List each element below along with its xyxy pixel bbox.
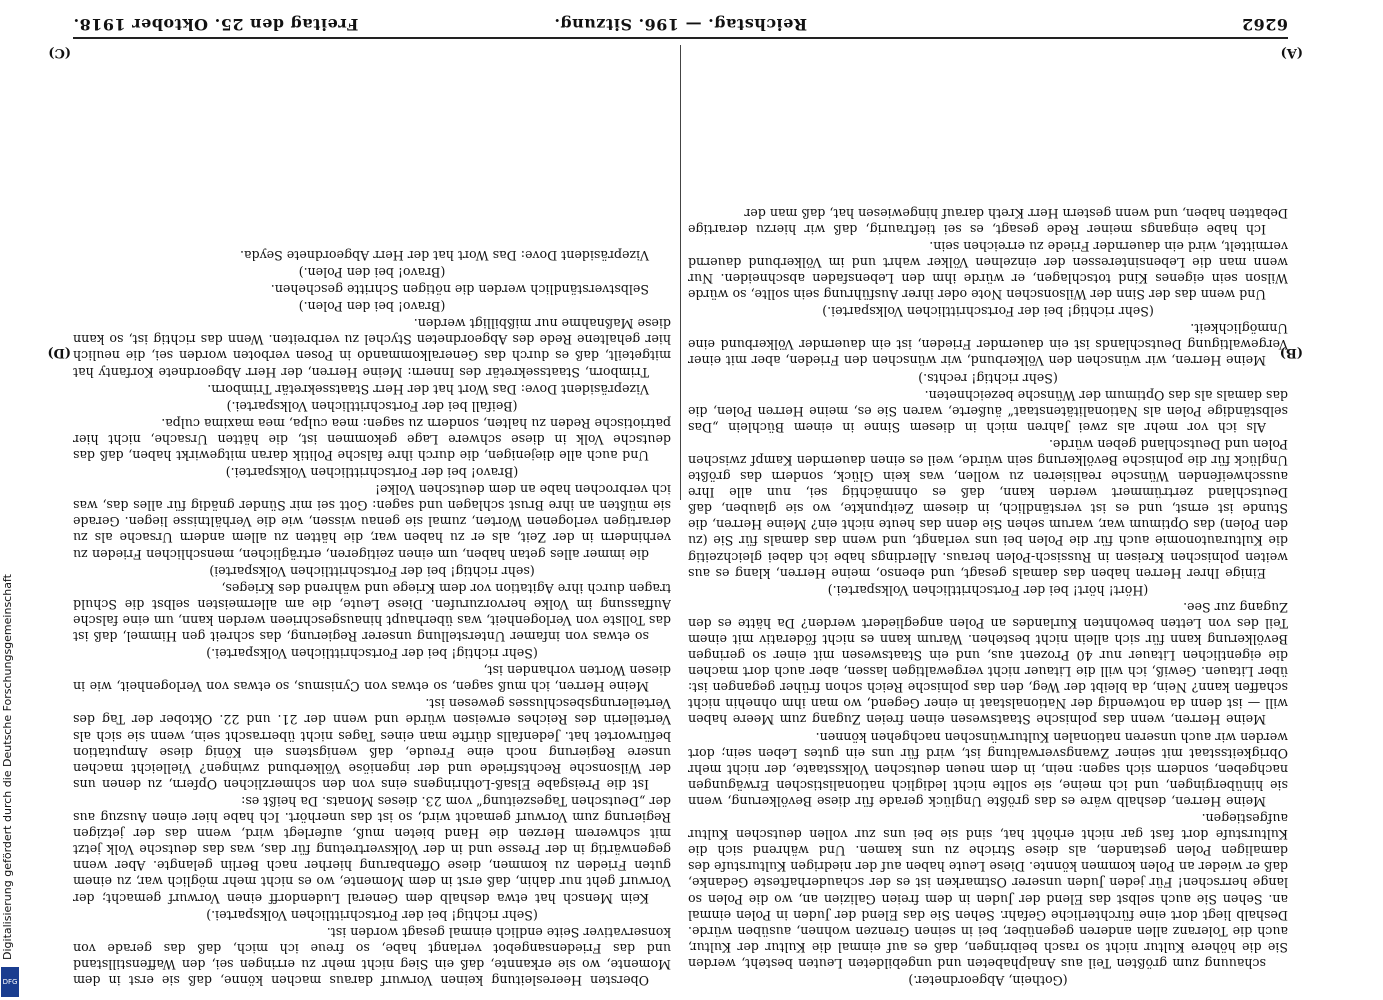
paragraph: schauung zum größten Teil aus Analphabeten und ungebildeten Leuten besteht, werden Sie die höhere Kultur nicht so rasch beibringen, daß es auf einmal die Kultur der Kultur, auch die Toleranz allen anderen gegenüber, bei in seinen Grenzen wohnen, ausüben würde. Deshalb liegt dort eine fürchterliche Gefahr. Sehen Sie das Elend der Juden in Polen einmal an. Sehen Sie auch selbst das Elend der Juden in dem freien Galizien an, wo die Polen so lange herrschen! Für jeden Juden unserer Ostmarken ist es der schauderhafteste Gedanke, daß er wieder an Polen kommen könnte. Diese Leute haben auf der niedrigen Kulturstufe des damaligen Polen gestanden, als diese Striche zu uns kamen. Und während sich die Kulturstufe dort fast gar nicht erhöht hat, sind sie bei uns zur vollen deutschen Kultur aufgestiegen.	[688, 811, 1288, 971]
margin-letter-d: (D)	[47, 345, 71, 360]
dfg-logo: DFG	[1, 967, 19, 997]
paragraph: Vizepräsident Dove: Das Wort hat der Herr Staatssekretär Trimborn.	[207, 381, 649, 397]
paragraph: (Sehr richtig! bei der Fortschrittlichen Volkspartei.)	[206, 646, 538, 662]
page-number: 6262	[1241, 15, 1288, 34]
paragraph: Trimborn, Staatssekretär des Innern: Meine Herren, der Herr Abgeordnete Korfanty hat mitgeteilt, daß es durch das Generalkommando in Posen verboten worden sei, die neulich hier gehaltene Rede des Abgeordneten Stychel zu verbreiten. Wenn das richtig ist, so kann diese Maßnahme nur mißbilligt werden.	[73, 316, 671, 380]
margin-letter-a: (A)	[1280, 45, 1303, 60]
column-rule	[680, 45, 681, 500]
paragraph: Als ich vor mehr als zwei Jahren mich in diesem Sinne in einem Büchlein „Das selbständige Polen als Nationalitätenstaat“ äußerte, waren Sie es, meine Herren Polen, die das damals als das Optimum der Wünsche bezeichneten.	[688, 387, 1288, 435]
paragraph: (Sehr richtig! rechts.)	[918, 370, 1058, 386]
paragraph: Selbstverständlich werden die nötigen Schritte geschehen.	[270, 282, 649, 298]
header-rule	[73, 37, 1288, 39]
session-date: Freitag den 25. Oktober 1918.	[73, 15, 359, 34]
paragraph: (Gothein, Abgeordneter.)	[908, 973, 1068, 988]
paragraph: (Beifall bei der Fortschrittlichen Volkspartei.)	[226, 398, 518, 414]
paragraph: (Sehr richtig! bei der Fortschrittlichen Volkspartei.)	[822, 304, 1154, 320]
paragraph: Und wenn das der Sinn der Wilsonschen Note oder ihrer Ausführung sein sollte, so würde Wilson sein eigenes Kind totschlagen, er würde ihm den Lebensfaden abschneiden. Nur wenn man die Lebensinteressen der einzelnen Völker wahrt und im Völkerbund dauernd vermittelt, wird ein dauernder Friede zu erreichen sein.	[688, 238, 1288, 303]
right-column	[73, 43, 671, 988]
session-title: Reichstag. — 196. Sitzung.	[553, 15, 808, 34]
paragraph: Und auch alle diejenigen, die durch ihre falsche Politik daran mitgewirkt haben, daß das deutsche Volk in diese schwere Lage gekommen ist, die hätten Ursache, nicht hier patriotische Reden zu halten, sondern zu sagen: mea culpa, mea maxima culpa.	[73, 415, 671, 463]
paragraph: Ich habe eingangs meiner Rede gesagt, es sei tieftraurig, daß wir hierzu derartige Debatten haben, und wenn gestern Herr Kreth darauf hingewiesen hat, daß man der	[688, 205, 1288, 237]
paragraph: (Bravo! bei den Polen.)	[298, 264, 446, 280]
paragraph: (Hört! hört! bei der Fortschrittlichen Volkspartei.)	[827, 582, 1149, 598]
paragraph: Obersten Heeresleitung keinen Vorwurf daraus machen könne, daß sie erst in dem Momente, wo sie erkannte, daß ein Sieg nicht mehr zu erringen sei, den Waffenstillstand und das Friedensangebot verlangt habe, so freue ich mich, daß das gerade von konservativer Seite endlich einmal gesagt worden ist.	[73, 924, 671, 988]
paragraph: Meine Herren, ich muß sagen, so etwas von Cynismus, so etwas von Verlogenheit, wie in diesen Worten vorhanden ist,	[73, 663, 671, 695]
paragraph: Vizepräsident Dove: Das Wort hat der Herr Abgeordnete Seyda.	[240, 247, 649, 263]
paragraph: Meine Herren, deshalb wäre es das größte Unglück gerade für diese Bevölkerung, wenn sie hinübergingen, und ich meine, sie sollte nicht lediglich nationalistischen Erwägungen nachgeben, sondern sich sagen: nein, in dem neuen deutschen Volksstaate, der nicht mehr Obrigkeitsstaat mit seiner Zwangsverwaltung ist, wird für uns ein gutes Leben sein; dort werden wir auch unseren nationalen Kulturwünschen nachgehen können.	[688, 729, 1288, 809]
left-column	[688, 43, 1288, 988]
paragraph: Kein Mensch hat etwa deshalb dem General Ludendorff einen Vorwurf gemacht; der Vorwurf geht nur dahin, daß erst in dem Momente, wo es nicht mehr möglich war, zu einem guten Frieden zu kommen, diese Offenbarung hierher nach Berlin gelangte. Aber wenn gegenwärtig in der Presse und in der Volksvertretung für das, was das deutsche Volk jetzt mit schwerem Herzen die Hand bieten muß, auferlegt wird, wenn das der jetzigen Regierung zum Vorwurf gemacht wird, so ist das unerhört. Ich habe hier einen Auszug aus der „Deutschen Tageszeitung“ vom 23. dieses Monats. Da heißt es:	[73, 793, 671, 906]
margin-letter-c: (C)	[48, 45, 71, 60]
paragraph: Meine Herren, wenn das polnische Staatswesen einen freien Zugang zum Meere haben will — ist denn da notwendig der Nationalstaat in einer Gegend, wo man ihm ohnehin nicht schaffen kann? Nein, da bleibt der Weg, den das polnische Reich schon früher gegangen ist: über Litauen. Gewiß, ich will die Litauer nicht vergewaltigen lassen, aber auch dort machen die eigentlichen Litauer nur 40 Prozent aus, und ein Staatswesen mit einer so geringen Bevölkerung kann für sich allein nicht bestehen. Warum kann es nicht föderativ mit einem Teil des von Letten bewohnten Kurlandes an Polen angegliedert werden? Da hätte es den Zugang zur See.	[688, 599, 1288, 728]
paragraph: Meine Herren, wir wünschen den Völkerbund, wir wünschen den Frieden, aber mit einer Vergewaltigung Deutschlands ist ein dauernder Frieden, ist ein dauernder Völkerbund eine Unmöglichkeit.	[688, 321, 1288, 369]
margin-letter-b: (B)	[1279, 345, 1303, 360]
paragraph: (Sehr richtig! bei der Fortschrittlichen Volkspartei.)	[206, 907, 538, 923]
paragraph: (Bravo! bei den Polen.)	[298, 299, 446, 315]
paragraph: (sehr richtig! bei der Fortschrittlichen Volkspartei)	[209, 563, 535, 579]
paragraph: die immer alles getan haben, um einen zeitigeren, erträglichen, menschlichen Frieden zu verhindern in der Zeit, als er zu haben war, die hätten zu allem andern Ursache als zu derartigen verlogenen Worten, zumal sie genau wissen, wie die Verhältnisse liegen. Gerade sie müßten an ihre Brust schlagen und sagen: Gott sei mir Sünder gnädig für alles das, was ich verbrochen habe an dem deutschen Volke!	[73, 482, 671, 562]
paragraph: Ist die Preisgabe Elsaß-Lothringens eins von den schmerzlichen Opfern, zu denen uns der Wilsonsche Rechtsfriede und der ingeniöse Völkerbund zwingen? Vielleicht machen unsere Regierung noch eine Freude, daß wenigstens ein König diese Amputation befürwortet hat. Jedenfalls dürfte man eines Tages nicht überrascht sein, wenn sie sich als Verteilerin des Reiches erweisen würde und wenn der 21. und 22. Oktober der Tag des Verteilerungsbeschlusses gewesen ist.	[73, 696, 671, 792]
paragraph: so etwas von infamer Unterstellung unserer Regierung, das schreit gen Himmel, daß ist das Tollste von Verlogenheit, was überhaupt hinausgeschrieen werden kann, um eine falsche Auffassung im Volke hervorzurufen. Diese Leute, die am allermeisten selbst die Schuld tragen durch ihre Agitation vor dem Kriege und während des Krieges,	[73, 580, 671, 645]
page-header	[73, 10, 1288, 34]
paragraph: (Bravo! bei der Fortschrittlichen Volkspartei.)	[225, 465, 519, 481]
paragraph: Einige Ihrer Herren haben das damals gesagt, und ebenso, meine Herren, klang es aus weiten polnischen Kreisen in Russisch-Polen heraus. Allerdings habe ich dabei gleichzeitig die Kulturautonomie auch für die Polen bei uns verlangt, und wenn das damals für Sie (zu den Polen) das Optimum war, warum sehen Sie denn das heute nicht ein? Meine Herren, die Stunde ist ernst, und es ist verständlich, in diesem Zeitpunkte, wo sie glauben, daß Deutschland zertrümmert werden kann, daß es ohnmächtig sei, nun alle Ihre ausschweifenden Wünsche realisieren zu wollen, was kein Glück, sondern das größte Unglück für die polnische Bevölkerung sein würde, weil es einen dauernden Kampf zwischen Polen und Deutschland geben würde.	[688, 436, 1288, 581]
digitization-credit: Digitalisierung gefördert durch die Deutsche Forschungsgemeinschaft	[1, 574, 14, 960]
